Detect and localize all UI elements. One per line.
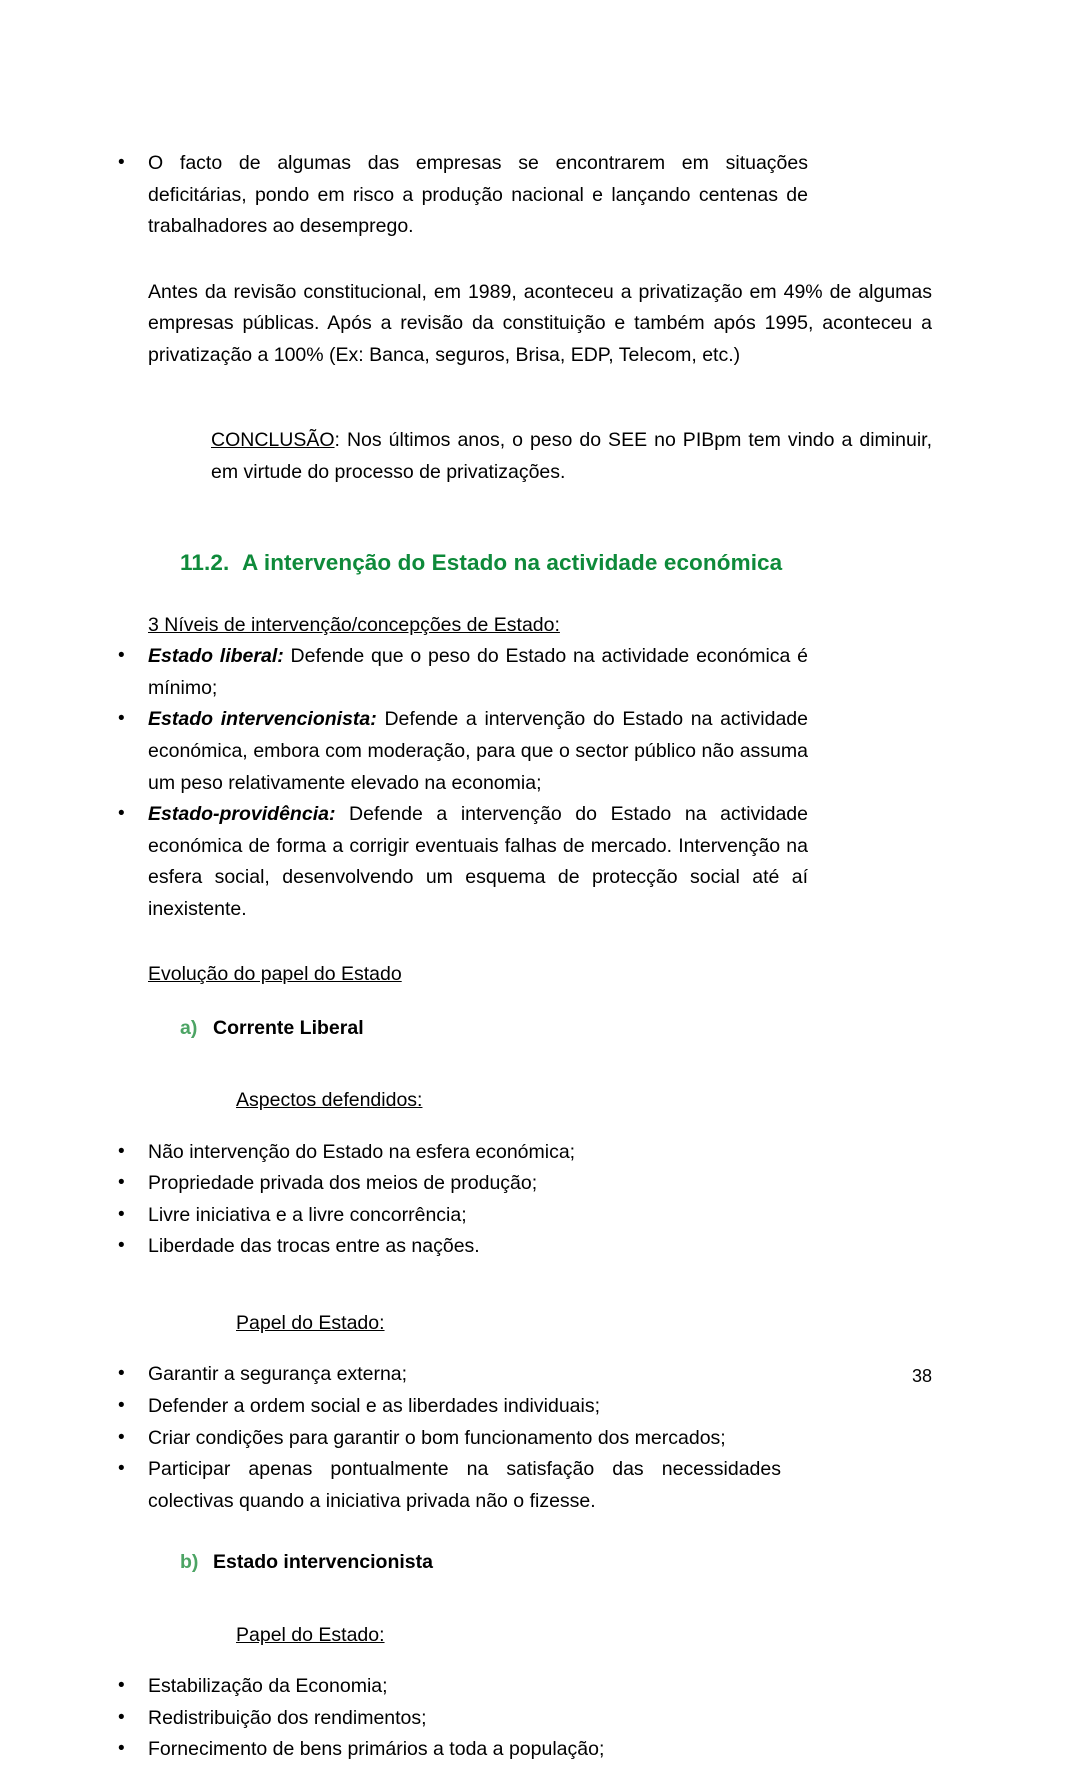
spacer bbox=[148, 576, 932, 610]
list-item: • Criar condições para garantir o bom funcionamento dos mercados; bbox=[148, 1423, 781, 1455]
evolution-heading: Evolução do papel do Estado bbox=[148, 963, 402, 986]
privatization-paragraph: Antes da revisão constitucional, em 1989, aconteceu a privatização em 49% de algumas empresas públicas. Após a revisão da constituição e também após 1995, aconteceu a privatização a 100% (Ex: Banca, seguros, Brisa, EDP, Telecom, etc.) bbox=[148, 280, 932, 366]
section-heading bbox=[180, 550, 932, 576]
papel-do-estado-intervencionista-list bbox=[148, 1671, 781, 1766]
term-label: Estado liberal: bbox=[148, 645, 284, 668]
papel-do-estado-liberal-list bbox=[148, 1359, 781, 1517]
group-heading-papel-intervencionista: Papel do Estado: bbox=[236, 1623, 385, 1646]
spacer bbox=[148, 1040, 932, 1066]
conclusion-paragraph bbox=[211, 425, 932, 488]
list-item: • Defender a ordem social e as liberdades individuais; bbox=[148, 1391, 781, 1423]
term-definition: Defende que o peso do Estado na actividade económica é mínimo; bbox=[148, 645, 808, 699]
list-item: • Liberdade das trocas entre as nações. bbox=[148, 1231, 781, 1263]
spacer bbox=[148, 991, 932, 1017]
term-label: Estado-providência: bbox=[148, 803, 336, 826]
list-item: • Garantir a segurança externa; bbox=[148, 1359, 781, 1391]
ordered-item-label: Corrente Liberal bbox=[213, 1016, 364, 1039]
list-item: • Participar apenas pontualmente na satisfação das necessidades colectivas quando a iniciativa privada não o fizesse. bbox=[148, 1454, 781, 1517]
list-item: • Não intervenção do Estado na esfera económica; bbox=[148, 1137, 781, 1169]
list-item: • O facto de algumas das empresas se encontrarem em situações deficitárias, pondo em risco a produção nacional e lançando centenas de trabalhadores ao desemprego. bbox=[148, 148, 808, 243]
section-number: 11.2. bbox=[180, 549, 230, 575]
ordered-item-label: Estado intervencionista bbox=[213, 1551, 433, 1574]
conclusion-separator: : bbox=[334, 428, 340, 451]
list-item: • Propriedade privada dos meios de produção; bbox=[148, 1168, 781, 1200]
term-definition: Defende a intervenção do Estado na actividade económica de forma a corrigir eventuais falhas de mercado. Intervenção na esfera social, desenvolvendo um esquema de protecção social até aí inexistente. bbox=[148, 803, 808, 920]
group-heading-aspectos: Aspectos defendidos: bbox=[236, 1089, 423, 1112]
spacer bbox=[148, 508, 932, 550]
list-item: • Livre iniciativa e a livre concorrência; bbox=[148, 1200, 781, 1232]
ordered-item-b bbox=[180, 1551, 932, 1574]
spacer bbox=[148, 1517, 932, 1551]
group-heading-papel-liberal: Papel do Estado: bbox=[236, 1312, 385, 1335]
list-item: • Redistribuição dos rendimentos; bbox=[148, 1703, 781, 1735]
spacer bbox=[148, 925, 932, 959]
list-item bbox=[148, 799, 808, 925]
ordered-item-marker: b) bbox=[180, 1551, 199, 1574]
page-number: 38 bbox=[911, 1366, 932, 1386]
intro-bullet-list bbox=[148, 148, 808, 243]
page-title: A intervenção do Estado na actividade económica bbox=[242, 549, 783, 575]
term-definition: Defende a intervenção do Estado na actividade económica, embora com moderação, para que o sector público não assuma um peso relativamente elevado na economia; bbox=[148, 708, 808, 794]
ordered-item-a bbox=[180, 1017, 932, 1040]
list-item: • Fornecimento de bens primários a toda a população; bbox=[148, 1734, 781, 1766]
term-label: Estado intervencionista: bbox=[148, 708, 377, 731]
page-content bbox=[148, 148, 932, 1766]
list-item bbox=[148, 641, 808, 704]
conclusion-label: CONCLUSÃO bbox=[211, 428, 335, 451]
ordered-item-marker: a) bbox=[180, 1016, 198, 1039]
spacer bbox=[148, 243, 932, 277]
spacer bbox=[148, 371, 932, 405]
spacer bbox=[148, 1263, 932, 1289]
levels-list bbox=[148, 641, 808, 925]
levels-heading: 3 Níveis de intervenção/concepções de Estado: bbox=[148, 613, 560, 636]
aspectos-defendidos-list bbox=[148, 1137, 781, 1263]
list-item bbox=[148, 704, 808, 799]
list-item: • Estabilização da Economia; bbox=[148, 1671, 781, 1703]
conclusion-text: Nos últimos anos, o peso do SEE no PIBpm tem vindo a diminuir, em virtude do processo de privatizações. bbox=[211, 428, 932, 483]
spacer bbox=[148, 1574, 932, 1600]
